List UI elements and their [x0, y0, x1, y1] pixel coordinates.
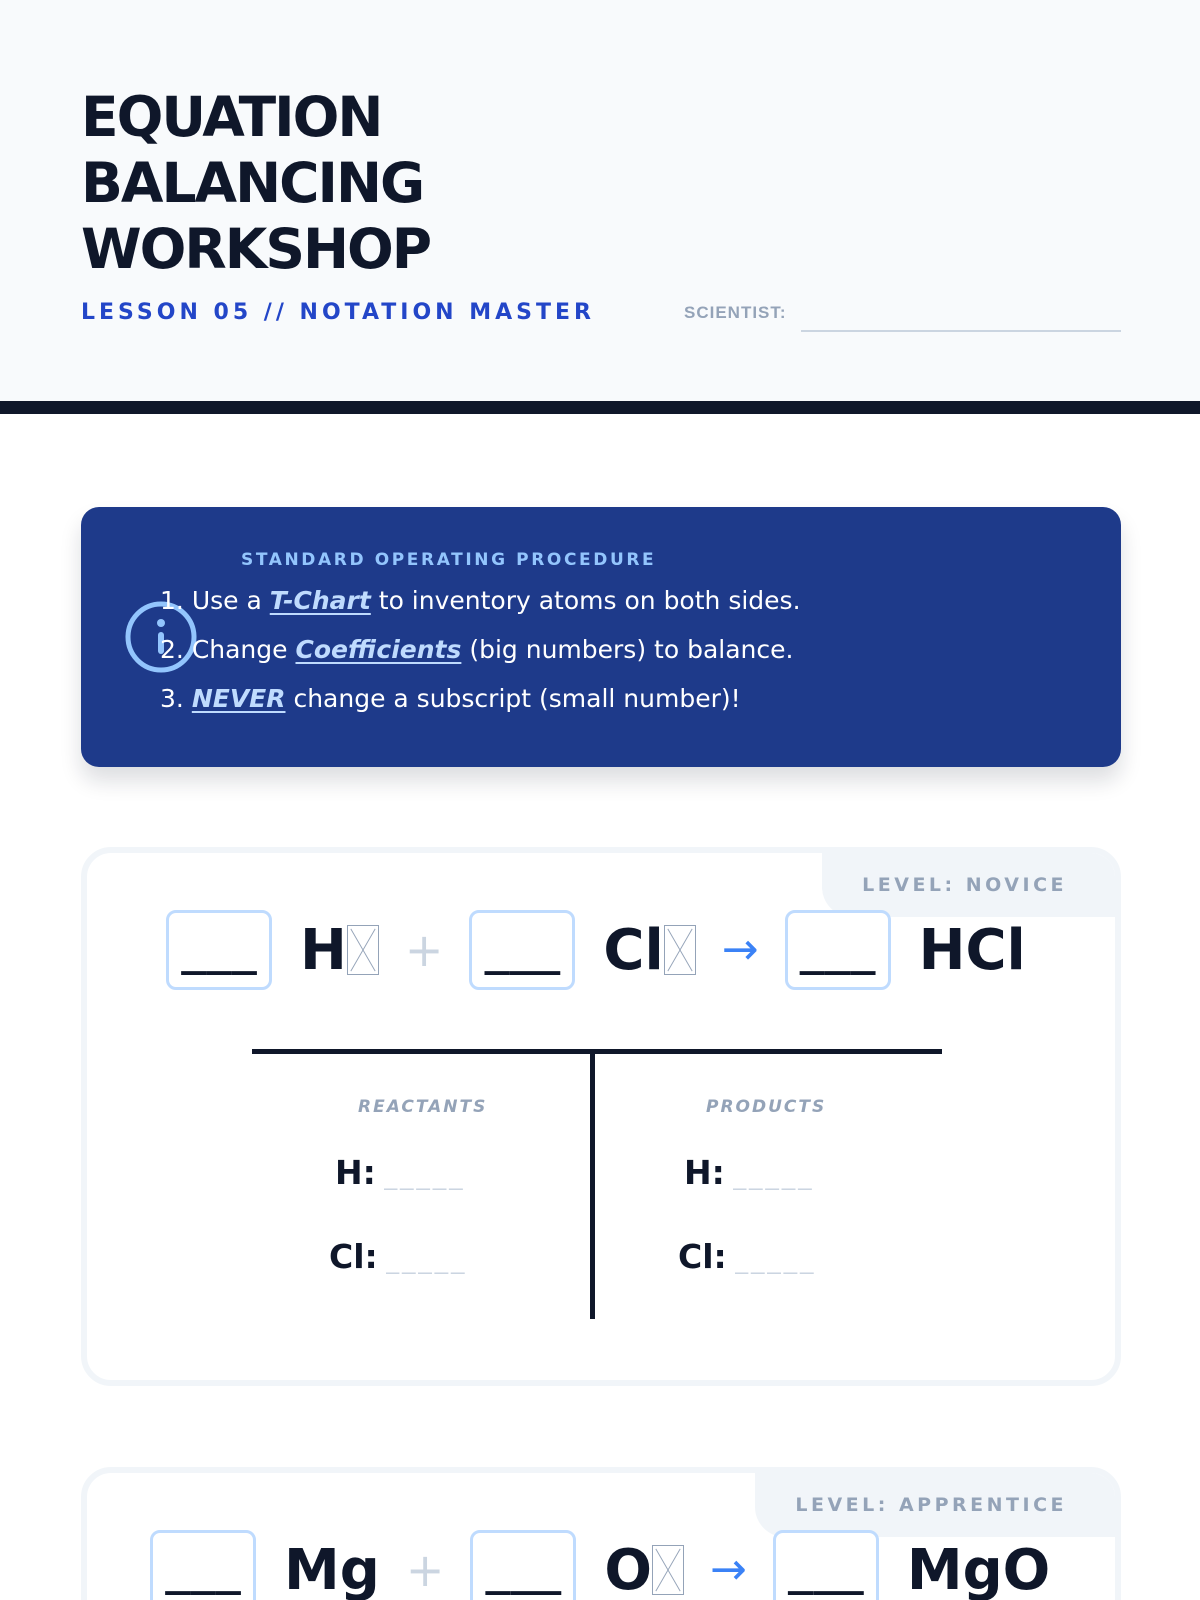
title-line: EQUATION: [81, 85, 382, 149]
empty-subscript-icon: [653, 1546, 683, 1594]
reaction-arrow: →: [709, 1544, 747, 1595]
scientist-label: SCIENTIST:: [684, 303, 787, 322]
title-line: BALANCING: [81, 151, 424, 215]
coefficient-input[interactable]: [785, 910, 891, 990]
products-heading: PRODUCTS: [706, 1097, 827, 1117]
step-text: to inventory atoms on both sides.: [378, 586, 801, 615]
t-chart: [252, 1049, 942, 1319]
atom-count-input[interactable]: [725, 1163, 845, 1193]
product-formula: MgO: [906, 1537, 1051, 1600]
reactant-formula: O: [604, 1537, 652, 1600]
chemical-equation: [150, 1529, 1050, 1600]
scientist-name-field[interactable]: [801, 330, 1121, 332]
empty-subscript-icon: [665, 926, 695, 974]
step-keyword: Coefficients: [295, 635, 462, 664]
reactant-formula: Cl: [603, 917, 664, 983]
t-chart-crossbar: [252, 1049, 942, 1054]
level-badge: LEVEL: APPRENTICE: [755, 1473, 1115, 1537]
step-keyword: NEVER: [191, 684, 286, 713]
procedure-step: [160, 585, 801, 617]
step-number: 2.: [160, 635, 184, 664]
t-chart-divider: [590, 1049, 595, 1319]
atom-count-row: [678, 1237, 847, 1277]
reaction-arrow: →: [721, 924, 759, 975]
empty-subscript-icon: [348, 926, 378, 974]
atom-count-row: [684, 1153, 845, 1193]
procedure-step: [160, 683, 741, 715]
step-text: Use a: [191, 586, 262, 615]
title-line: WORKSHOP: [81, 217, 431, 281]
step-number: 3.: [160, 684, 184, 713]
coefficient-input[interactable]: [470, 1530, 576, 1600]
chemical-equation: [166, 909, 1026, 991]
problem-card-apprentice: [81, 1467, 1121, 1600]
page-title: [81, 84, 430, 282]
coefficient-input[interactable]: [469, 910, 575, 990]
procedure-step: [160, 634, 793, 666]
atom-count-row: [335, 1153, 496, 1193]
element-label: H:: [335, 1153, 376, 1192]
reactant-formula: H: [300, 917, 347, 983]
level-badge: LEVEL: NOVICE: [822, 853, 1115, 917]
step-text: Change: [191, 635, 288, 664]
element-label: Cl:: [678, 1237, 727, 1276]
step-keyword: T-Chart: [269, 586, 371, 615]
lesson-subtitle: LESSON 05 // NOTATION MASTER: [81, 300, 595, 325]
procedure-heading: STANDARD OPERATING PROCEDURE: [241, 550, 657, 570]
atom-count-input[interactable]: [376, 1163, 496, 1193]
problem-card-novice: [81, 847, 1121, 1386]
element-label: H:: [684, 1153, 725, 1192]
worksheet-header: [0, 0, 1200, 414]
plus-sign: +: [404, 923, 444, 977]
coefficient-input[interactable]: [773, 1530, 879, 1600]
subscript-box[interactable]: [664, 925, 696, 975]
reactant-formula: Mg: [284, 1537, 380, 1600]
subscript-box[interactable]: [652, 1545, 684, 1595]
plus-sign: +: [405, 1543, 445, 1597]
subscript-box[interactable]: [347, 925, 379, 975]
product-formula: HCl: [918, 917, 1026, 983]
element-label: Cl:: [329, 1237, 378, 1276]
step-number: 1.: [160, 586, 184, 615]
step-text: (big numbers) to balance.: [469, 635, 794, 664]
coefficient-input[interactable]: [166, 910, 272, 990]
atom-count-input[interactable]: [727, 1247, 847, 1277]
reactants-heading: REACTANTS: [358, 1097, 488, 1117]
atom-count-input[interactable]: [378, 1247, 498, 1277]
coefficient-input[interactable]: [150, 1530, 256, 1600]
step-text: change a subscript (small number)!: [293, 684, 741, 713]
atom-count-row: [329, 1237, 498, 1277]
